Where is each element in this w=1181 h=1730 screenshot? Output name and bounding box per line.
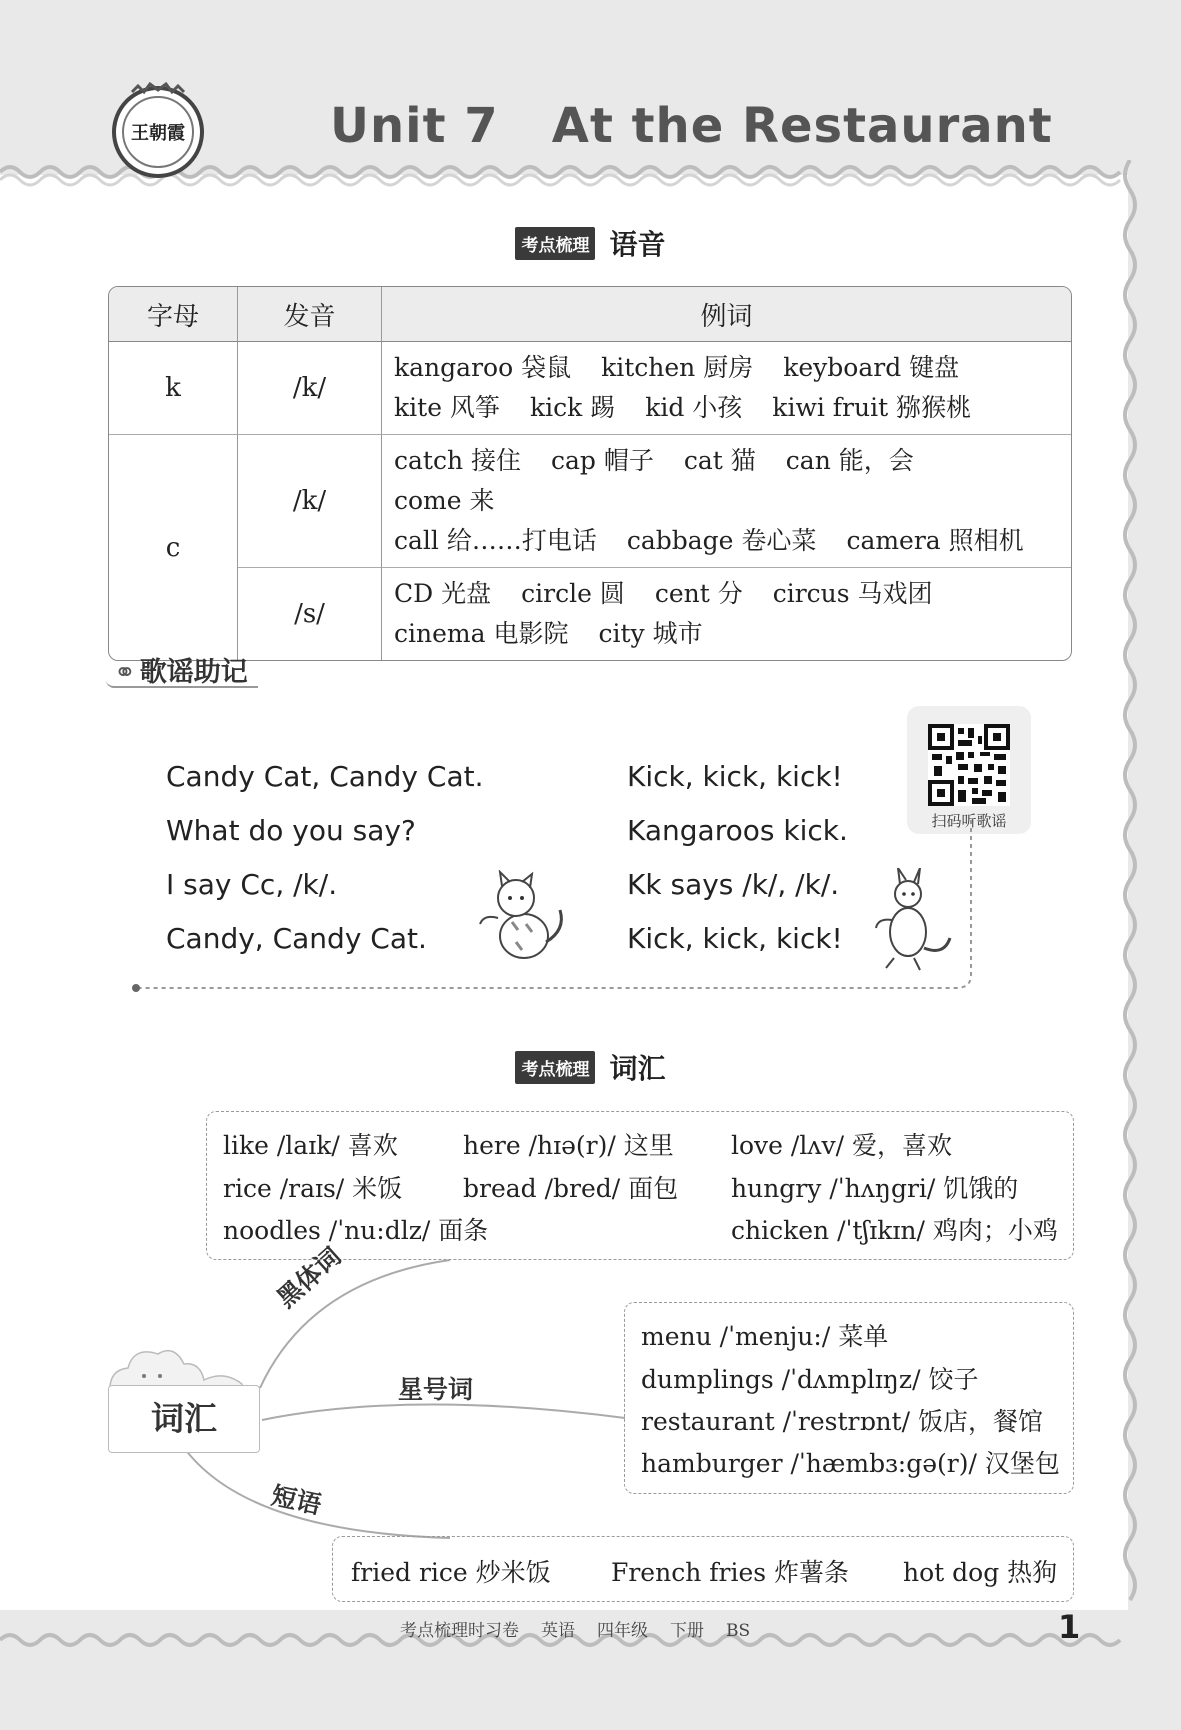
vocab-phrase: hot dog 热狗 xyxy=(903,1558,1058,1587)
vocab-word: hungry /ˈhʌŋgri/ 饥饿的 xyxy=(731,1174,1019,1203)
vocab-word: restaurant /ˈrestrɒnt/ 饭店，餐馆 xyxy=(641,1407,1043,1436)
vocab-node: 词汇 xyxy=(108,1385,260,1453)
vocab-word: hamburger /ˈhæmbɜ:gə(r)/ 汉堡包 xyxy=(641,1449,1060,1478)
header-sound: 发音 xyxy=(238,287,382,342)
example-word: can 能，会 xyxy=(785,446,914,475)
example-word: kiwi fruit 猕猴桃 xyxy=(772,393,972,422)
table-row xyxy=(109,342,1071,435)
example-word: keyboard 键盘 xyxy=(783,353,960,382)
example-word: cinema 电影院 xyxy=(394,619,569,648)
example-word: kid 小孩 xyxy=(645,393,743,422)
phrases-box xyxy=(332,1536,1074,1602)
example-word: kitchen 厨房 xyxy=(601,353,754,382)
example-word: city 城市 xyxy=(598,619,703,648)
footer-item: BS xyxy=(726,1621,751,1641)
song-label-text: 歌谣助记 xyxy=(139,657,248,688)
song-dotted-path xyxy=(126,820,986,1000)
song-line: Kick, kick, kick! xyxy=(627,922,843,955)
vocab-word: bread /bred/ 面包 xyxy=(463,1174,679,1203)
table-row xyxy=(109,568,1071,660)
examples-cell xyxy=(382,568,1071,660)
qr-label: 扫码听歌谣 xyxy=(931,812,1007,830)
section-heading-phonics xyxy=(0,223,1181,263)
example-word: call 给……打电话 xyxy=(394,526,597,555)
example-word: cat 猫 xyxy=(683,446,756,475)
example-word: cabbage 卷心菜 xyxy=(626,526,817,555)
vocab-word: rice /raɪs/ 米饭 xyxy=(223,1174,403,1203)
examples-cell xyxy=(382,342,1071,435)
branch-label-bold: 黑体词 xyxy=(271,1241,347,1314)
footer xyxy=(400,1616,772,1641)
example-word: circle 圆 xyxy=(521,579,625,608)
phonics-table xyxy=(108,286,1072,661)
branch-label-phrase: 短语 xyxy=(268,1480,324,1520)
vocab-word: chicken /ˈtʃɪkɪn/ 鸡肉；小鸡 xyxy=(731,1216,1058,1245)
sound-cell: /s/ xyxy=(238,568,382,660)
song-line: Kick, kick, kick! xyxy=(627,760,843,793)
letter-cell: k xyxy=(109,342,238,435)
qr-code-card[interactable] xyxy=(907,706,1031,834)
example-word: kite 风筝 xyxy=(394,393,500,422)
footer-item: 下册 xyxy=(670,1621,704,1641)
song-line: I say Cc, /k/. xyxy=(166,868,338,901)
bold-words-box xyxy=(206,1111,1074,1260)
headphones-icon: ⚭ xyxy=(114,658,136,688)
table-header-row xyxy=(109,287,1071,342)
branch-label-star: 星号词 xyxy=(398,1375,474,1404)
song-line: Candy, Candy Cat. xyxy=(166,922,427,955)
song-label xyxy=(106,650,258,688)
vocab-word: love /lʌv/ 爱，喜欢 xyxy=(731,1131,952,1160)
vocab-word: like /laɪk/ 喜欢 xyxy=(223,1131,398,1160)
qr-code-icon xyxy=(928,724,1010,806)
vocab-word: menu /ˈmenju:/ 菜单 xyxy=(641,1322,889,1351)
section-tag: 考点梳理 xyxy=(515,1051,595,1084)
vocab-word: noodles /ˈnu:dlz/ 面条 xyxy=(223,1216,489,1245)
table-row xyxy=(109,435,1071,568)
sound-cell: /k/ xyxy=(238,342,382,435)
vocab-phrase: fried rice 炒米饭 xyxy=(351,1558,551,1587)
publisher-logo xyxy=(110,82,206,178)
example-word: CD 光盘 xyxy=(394,579,492,608)
unit-title: Unit 7 At the Restaurant xyxy=(330,98,1053,154)
song-line: Candy Cat, Candy Cat. xyxy=(166,760,484,793)
example-word: cap 帽子 xyxy=(551,446,654,475)
section-heading-vocab xyxy=(0,1047,1181,1087)
example-word: kick 踢 xyxy=(529,393,616,422)
footer-item: 四年级 xyxy=(597,1621,648,1641)
example-word: catch 接住 xyxy=(394,446,522,475)
example-word: camera 照相机 xyxy=(846,526,1024,555)
header-examples: 例词 xyxy=(382,287,1071,342)
footer-item: 考点梳理时习卷 xyxy=(400,1621,519,1641)
letter-cell: c xyxy=(109,435,238,660)
song-line: Kk says /k/, /k/. xyxy=(627,868,840,901)
song-line: Kangaroos kick. xyxy=(627,814,848,847)
example-word: cent 分 xyxy=(654,579,743,608)
svg-text:王朝霞: 王朝霞 xyxy=(131,123,185,144)
sound-cell: /k/ xyxy=(238,435,382,568)
section-tag: 考点梳理 xyxy=(515,227,595,260)
example-word: circus 马戏团 xyxy=(772,579,933,608)
song-line: What do you say? xyxy=(166,814,416,847)
vocab-phrase: French fries 炸薯条 xyxy=(611,1558,850,1587)
section-title: 语音 xyxy=(609,228,666,261)
vocab-word: dumplings /ˈdʌmplɪŋz/ 饺子 xyxy=(641,1365,979,1394)
example-word: come 来 xyxy=(394,486,495,515)
wavy-border-right xyxy=(1112,160,1152,1630)
star-words-box xyxy=(624,1302,1074,1494)
examples-cell xyxy=(382,435,1071,568)
example-word: kangaroo 袋鼠 xyxy=(394,353,572,382)
vocab-word: here /hɪə(r)/ 这里 xyxy=(463,1131,674,1160)
page-number: 1 xyxy=(1058,1608,1081,1646)
section-title: 词汇 xyxy=(609,1052,666,1085)
footer-item: 英语 xyxy=(541,1621,575,1641)
header-letter: 字母 xyxy=(109,287,238,342)
